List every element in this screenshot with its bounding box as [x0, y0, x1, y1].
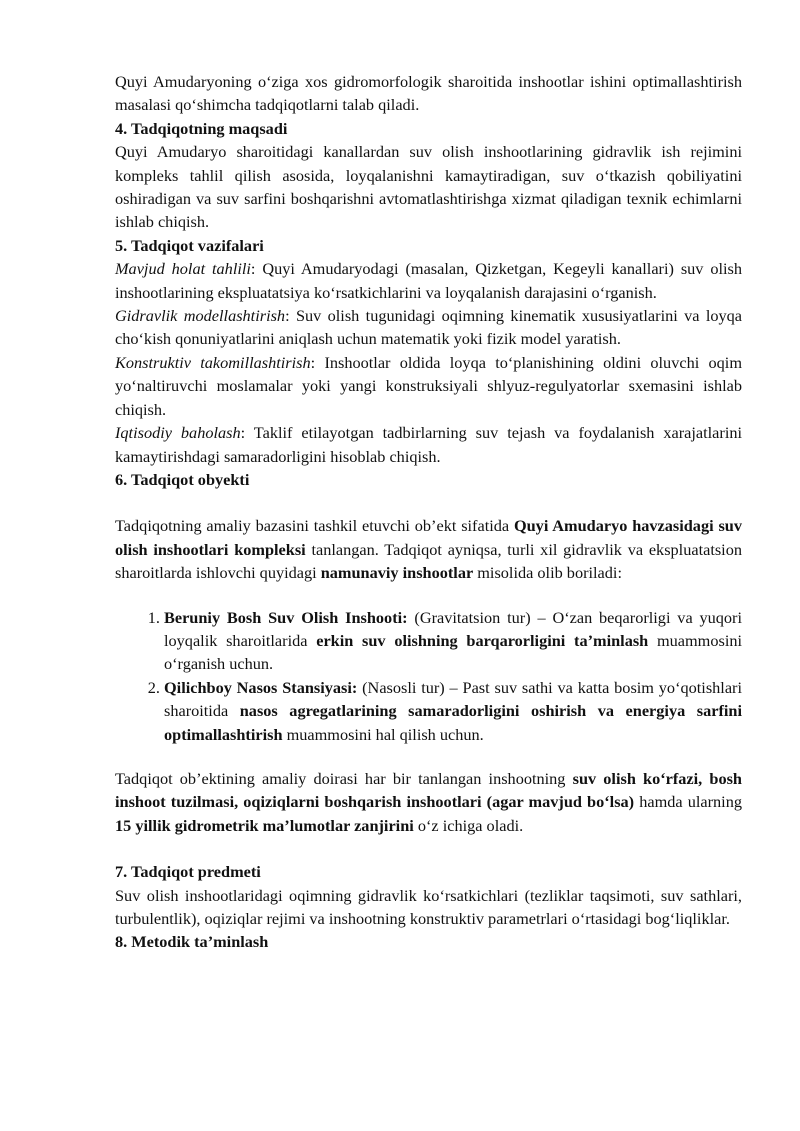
section-8-heading: 8. Metodik ta’minlash: [115, 932, 269, 952]
paragraph-spacer: [115, 746, 742, 767]
research-objects-list: [115, 606, 742, 746]
task-paragraph: [115, 351, 742, 421]
task-title: Konstruktiv takomillashtirish: [115, 352, 311, 372]
task-title: Gidravlik modellashtirish: [115, 306, 286, 326]
text-run-bold: Quyi Amudaryo havzasidagi suv olish inshootlari kompleksi: [115, 516, 742, 559]
task-text: : Suv olish tugunidagi oqimning kinematik xususiyatlarini va loyqa cho‘kish qonuniyatlarini aniqlash uchun matematik yoki fizik model yaratish.: [115, 306, 743, 349]
section-7-heading: 7. Tadqiqot predmeti: [115, 862, 261, 882]
text-run-bold: suv olish ko‘rfazi, bosh inshoot tuzilmasi, oqiziqlarni boshqarish inshootlari (agar mavjud bo‘lsa): [115, 768, 742, 812]
text-run: misolida olib boriladi:: [473, 563, 622, 583]
text-run: tanlangan. Tadqiqot ayniqsa, turli xil gidravlik va ekspluatatsion sharoitlarda ishlovchi quyidagi: [115, 539, 742, 583]
document-page: [115, 70, 742, 954]
task-paragraph: [115, 421, 742, 468]
task-paragraph: [115, 257, 742, 304]
paragraph-spacer: [115, 491, 742, 514]
list-item: [164, 606, 742, 676]
task-title: Iqtisodiy baholash: [115, 423, 241, 443]
paragraph-spacer: [115, 837, 742, 860]
paragraph-spacer: [115, 585, 742, 606]
text-run-bold: 15 yillik gidrometrik ma’lumotlar zanjirini: [115, 815, 414, 835]
text-run: muammosini o‘rganish uchun.: [164, 630, 743, 674]
text-run: (Gravitatsion tur) – O‘zan beqarorligi va yuqori loyqalik sharoitlarida: [164, 607, 743, 650]
text-run: muammosini hal qilish uchun.: [282, 724, 484, 744]
section-4-heading: 4. Tadqiqotning maqsadi: [115, 118, 288, 138]
list-item: [164, 676, 742, 746]
text-run: Tadqiqotning amaliy bazasini tashkil etuvchi ob’ekt sifatida: [115, 516, 514, 536]
text-run-bold: erkin suv olishning barqarorligini ta’minlash: [316, 630, 649, 650]
section-5-heading: 5. Tadqiqot vazifalari: [115, 235, 264, 255]
object-name: Beruniy Bosh Suv Olish Inshooti:: [164, 607, 408, 627]
text-run-bold: namunaviy inshootlar: [320, 563, 474, 583]
section-6-heading: 6. Tadqiqot obyekti: [115, 469, 250, 489]
text-run: Tadqiqot ob’ektining amaliy doirasi har bir tanlangan inshootning: [115, 768, 573, 788]
section-4-paragraph: Quyi Amudaryo sharoitidagi kanallardan suv olish inshootlarining gidravlik ish rejimini kompleks tahlil qilish asosida, loyqalanishni kamaytiradigan, suv o‘tkazish qobiliyatini oshiradigan va suv sarfini boshqarishni avtomatlashtirishga xizmat qiladigan texnik echimlarni ishlab chiqish.: [115, 142, 742, 232]
task-text: : Taklif etilayotgan tadbirlarning suv tejash va foydalanish xarajatlarini kamaytirishdagi samaradorligini hisoblab chiqish.: [115, 423, 743, 466]
task-text: : Inshootlar oldida loyqa to‘planishining oldini oluvchi oqim yo‘naltiruvchi moslamalar yoki yangi konstruksiyali shlyuz-regulyatorlar sxemasini ishlab chiqish.: [115, 352, 742, 419]
text-run: (Nasosli tur) – Past suv sathi va katta bosim yo‘qotishlari sharoitida: [164, 677, 742, 721]
intro-paragraph: Quyi Amudaryoning o‘ziga xos gidromorfologik sharoitida inshootlar ishini optimallashtirish masalasi qo‘shimcha tadqiqotlarni talab qiladi.: [115, 72, 742, 115]
task-text: : Quyi Amudaryodagi (masalan, Qizketgan, Kegeyli kanallari) suv olish inshootlarining ekspluatatsiya ko‘rsatkichlarini va loyqalanish darajasini o‘rganish.: [115, 259, 743, 302]
section-7-paragraph: Suv olish inshootlaridagi oqimning gidravlik ko‘rsatkichlari (tezliklar taqsimoti, suv sathlari, turbulentlik), oqiziqlar rejimi va inshootning konstruktiv parametrlari o‘rtasidagi bog‘liqliklar.: [115, 885, 742, 928]
task-title: Mavjud holat tahlili: [115, 259, 251, 279]
section-6-scope-paragraph: [115, 767, 742, 837]
text-run-bold: nasos agregatlarining samaradorligini oshirish va energiya sarfini optimallashtirish: [164, 701, 742, 744]
text-run: o‘z ichiga oladi.: [413, 815, 524, 835]
object-name: Qilichboy Nasos Stansiyasi:: [164, 677, 358, 697]
section-6-intro-paragraph: [115, 514, 742, 584]
text-run: hamda ularning: [634, 792, 742, 812]
task-paragraph: [115, 304, 742, 351]
